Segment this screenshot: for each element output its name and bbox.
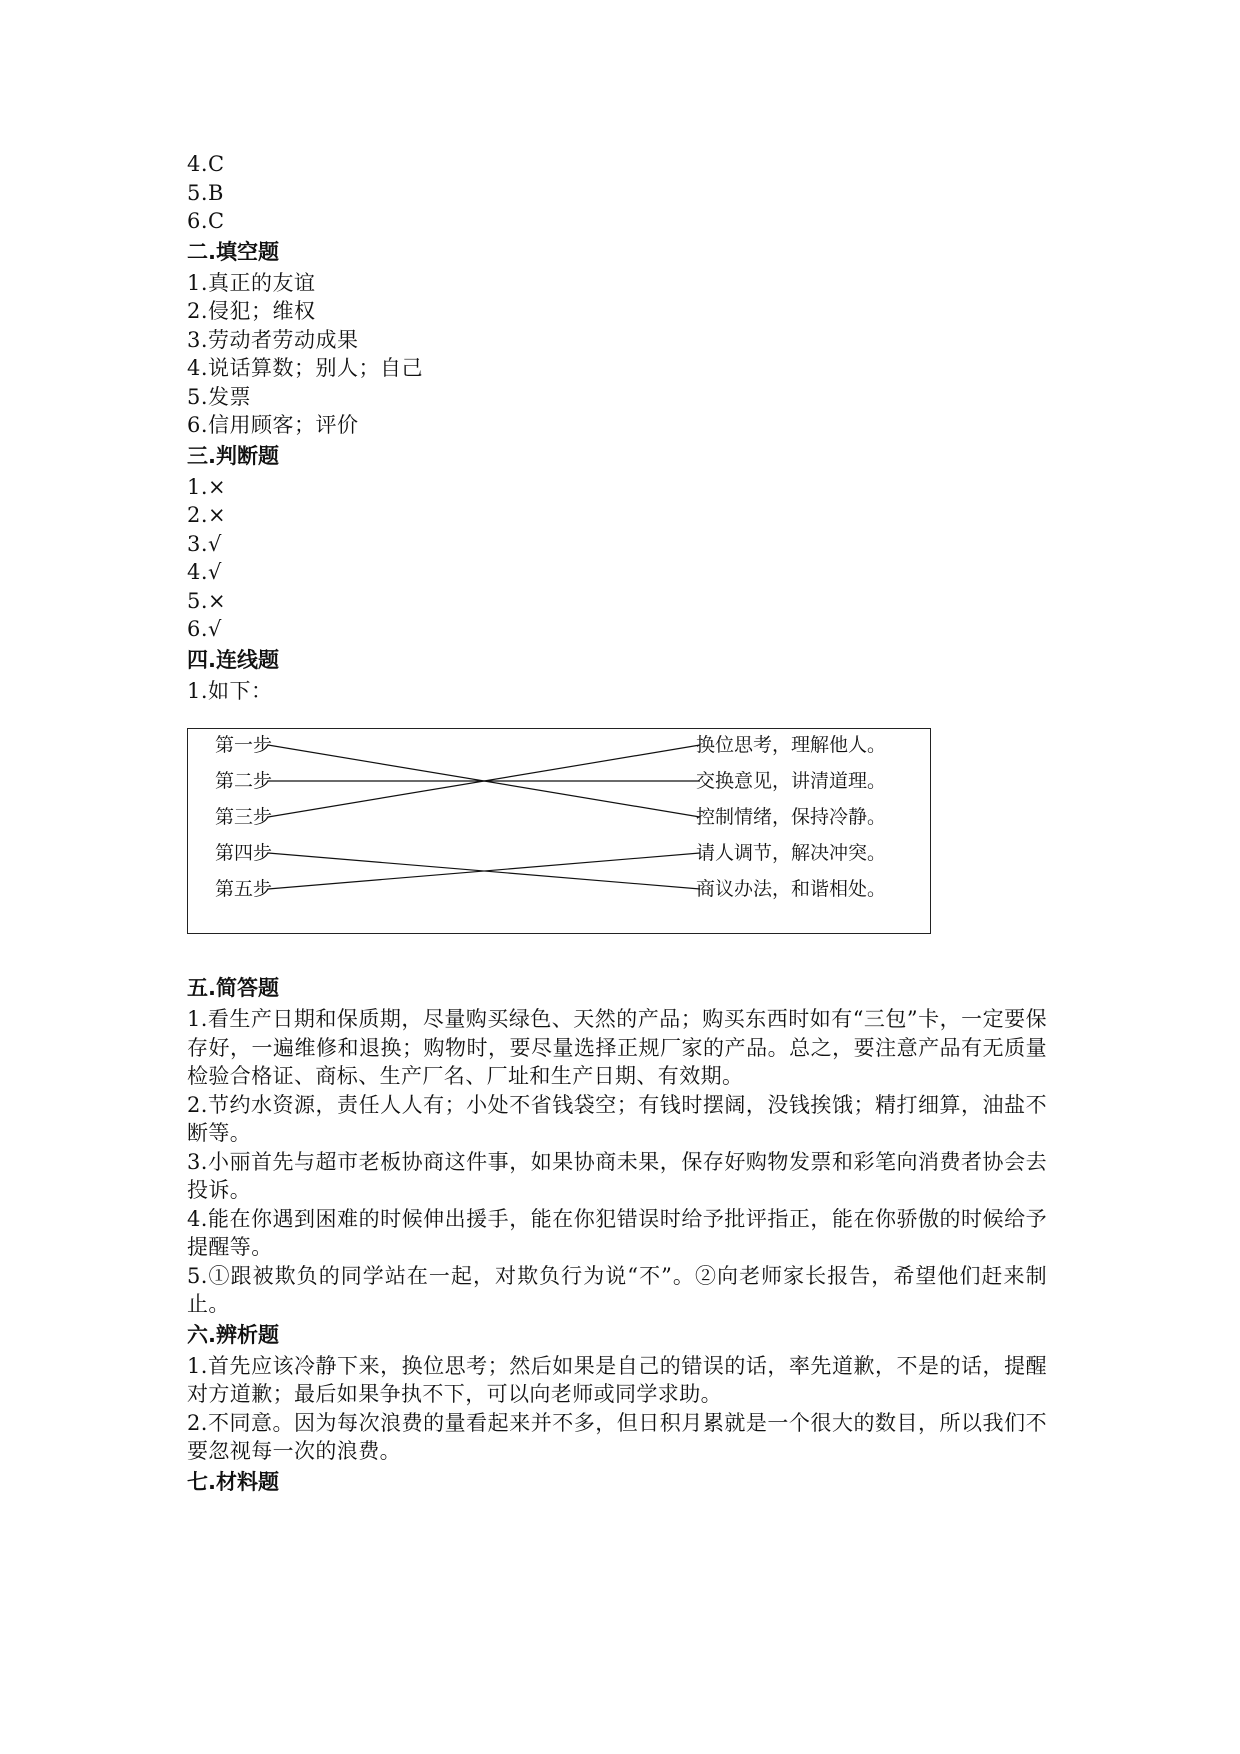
answer-paragraph: 5.①跟被欺负的同学站在一起，对欺负行为说“不”。②向老师家长报告，希望他们赶来制止。: [187, 1263, 1047, 1316]
answer-line: 3.√: [187, 531, 222, 556]
answer-line: 6.√: [187, 617, 222, 641]
section-heading: 六.辨析题: [187, 1322, 279, 1347]
action-label: 交换意见，讲清道理。: [696, 770, 887, 792]
answer-line: 5.B: [187, 180, 224, 205]
section-judge: [187, 440, 1047, 644]
step-label: 第二步: [215, 770, 273, 792]
matching-lines: [188, 729, 930, 933]
section-heading: 四.连线题: [187, 647, 279, 672]
answer-paragraph: 2.不同意。因为每次浪费的量看起来并不多，但日积月累就是一个很大的数目，所以我们不要忽视每一次的浪费。: [187, 1410, 1047, 1463]
section-heading: 三.判断题: [187, 443, 279, 468]
answer-line: 4.C: [187, 152, 225, 176]
answer-line: 1.真正的友谊: [187, 270, 316, 295]
action-label: 控制情绪，保持冷静。: [696, 806, 887, 828]
answer-paragraph: 1.首先应该冷静下来，换位思考；然后如果是自己的错误的话，率先道歉，不是的话，提醒对方道歉；最后如果争执不下，可以向老师或同学求助。: [187, 1353, 1047, 1406]
matching-diagram: [187, 728, 931, 934]
answer-line: 2.×: [187, 503, 227, 527]
section-heading: 二.填空题: [187, 239, 279, 264]
section-short: [187, 972, 1047, 1319]
section-heading: 五.简答题: [187, 976, 279, 1000]
answer-line: 3.劳动者劳动成果: [187, 327, 359, 352]
answer-line: 4.说话算数；别人；自己: [187, 356, 424, 380]
section-match: [187, 644, 1047, 935]
section-heading: 七.材料题: [187, 1469, 279, 1494]
answer-paragraph: 2.节约水资源，责任人人有；小处不省钱袋空；有钱时摆阔，没钱挨饿；精打细算，油盐不断等。: [187, 1092, 1047, 1145]
answer-line: 5.发票: [187, 384, 252, 409]
section-analysis: [187, 1319, 1047, 1466]
step-label: 第五步: [215, 878, 273, 900]
answer-line: 1.如下：: [187, 678, 273, 703]
section-fill: [187, 236, 1047, 440]
section-material: [187, 1466, 1047, 1499]
answer-line: 1.×: [187, 474, 227, 499]
choice-answers-tail: [187, 150, 1047, 236]
answer-line: 5.×: [187, 588, 227, 613]
step-label: 第三步: [215, 806, 273, 828]
answer-paragraph: 3.小丽首先与超市老板协商这件事，如果协商未果，保存好购物发票和彩笔向消费者协会去投诉。: [187, 1149, 1047, 1202]
answer-line: 6.C: [187, 209, 225, 233]
answer-line: 4.√: [187, 560, 222, 584]
step-label: 第四步: [215, 842, 273, 864]
action-label: 换位思考，理解他人。: [696, 734, 887, 756]
action-label: 请人调节，解决冲突。: [696, 842, 887, 864]
step-label: 第一步: [215, 734, 273, 756]
answer-page: [187, 150, 1047, 1499]
answer-line: 6.信用顾客；评价: [187, 413, 359, 437]
answer-paragraph: 1.看生产日期和保质期，尽量购买绿色、天然的产品；购买东西时如有“三包”卡，一定要保存好，一遍维修和退换；购物时，要尽量选择正规厂家的产品。总之，要注意产品有无质量检验合格证、商标、生产厂名、厂址和生产日期、有效期。: [187, 1007, 1047, 1088]
answer-line: 2.侵犯；维权: [187, 299, 316, 323]
action-label: 商议办法，和谐相处。: [696, 878, 887, 900]
answer-paragraph: 4.能在你遇到困难的时候伸出援手，能在你犯错误时给予批评指正，能在你骄傲的时候给予提醒等。: [187, 1206, 1047, 1259]
